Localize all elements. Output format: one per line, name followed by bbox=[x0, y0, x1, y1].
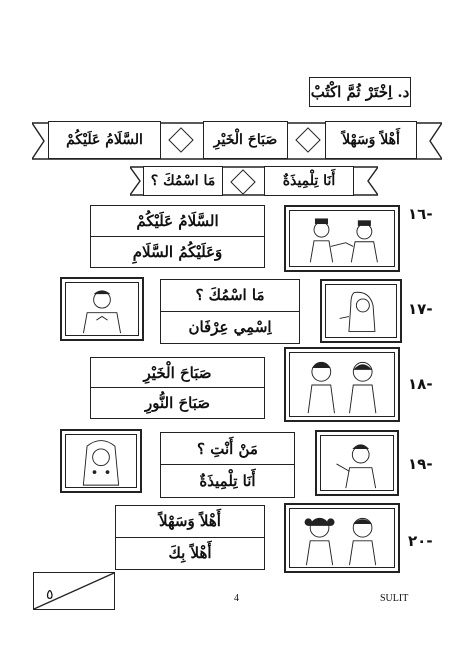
answer-box-18 bbox=[90, 357, 265, 419]
illustration bbox=[320, 435, 394, 491]
question-number: -١٩ bbox=[408, 455, 433, 473]
answer-line-1: أَهْلاً وَسَهْلاً bbox=[116, 506, 264, 538]
illustration bbox=[289, 210, 395, 267]
answer-box-16 bbox=[90, 205, 265, 268]
answer-line-1: صَبَاحَ الْخَيْرِ bbox=[91, 358, 264, 388]
illustration bbox=[325, 284, 397, 338]
word-bank-item-ismuk: مَا اسْمُكَ ؟ bbox=[143, 166, 223, 196]
answer-line-2: صَبَاحَ النُّورِ bbox=[145, 394, 210, 412]
picture-girl-headscarf bbox=[60, 429, 142, 493]
illustration bbox=[65, 434, 137, 488]
picture-boy-and-girl bbox=[284, 347, 400, 422]
answer-box-17 bbox=[160, 279, 300, 344]
answer-box-19 bbox=[160, 432, 295, 498]
picture-boy-praying bbox=[60, 277, 144, 341]
picture-girl-and-boy bbox=[284, 503, 400, 573]
page-number: 4 bbox=[234, 593, 239, 604]
illustration bbox=[65, 282, 139, 336]
picture-boy-waving bbox=[315, 430, 399, 496]
answer-line-1: مَنْ أَنْتِ ؟ bbox=[161, 433, 294, 465]
question-number: -١٧ bbox=[408, 300, 433, 318]
score-value: ٥ bbox=[46, 587, 54, 603]
word-bank-item-tilmidha: أَنَا تِلْمِيذَةٌ bbox=[264, 166, 354, 196]
answer-line-2: وَعَلَيْكُمُ السَّلَامِ bbox=[132, 242, 223, 261]
question-number: -١٦ bbox=[408, 205, 433, 223]
word-bank-item-sabah: صَبَاحَ الْخَيْرِ bbox=[203, 121, 288, 159]
section-title: د. اِخْتَرْ ثُمَّ اكْتُبْ bbox=[309, 77, 411, 107]
illustration bbox=[289, 508, 395, 568]
answer-line-2: أَنَا تِلْمِيذَةٌ bbox=[199, 472, 256, 490]
answer-line-1: مَا اسْمُكَ ؟ bbox=[161, 280, 299, 312]
score-box bbox=[33, 572, 115, 610]
question-number: -١٨ bbox=[408, 375, 433, 393]
picture-two-boys-greeting bbox=[284, 205, 400, 272]
word-bank-item-salam: السَّلَامُ عَلَيْكُمْ bbox=[48, 121, 161, 159]
word-bank-item-ahlan: أَهْلاً وَسَهْلاً bbox=[325, 121, 417, 159]
answer-box-20 bbox=[115, 505, 265, 570]
answer-line-1: السَّلَامُ عَلَيْكُمْ bbox=[91, 206, 264, 237]
picture-girl-hijab bbox=[320, 279, 402, 343]
confidentiality-label: SULIT bbox=[380, 593, 409, 604]
question-number: -٢٠ bbox=[408, 532, 433, 550]
answer-line-2: أَهْلاً بِكَ bbox=[168, 544, 212, 563]
illustration bbox=[289, 352, 395, 417]
answer-line-2: اِسْمِي عِرْفَان bbox=[188, 318, 272, 337]
